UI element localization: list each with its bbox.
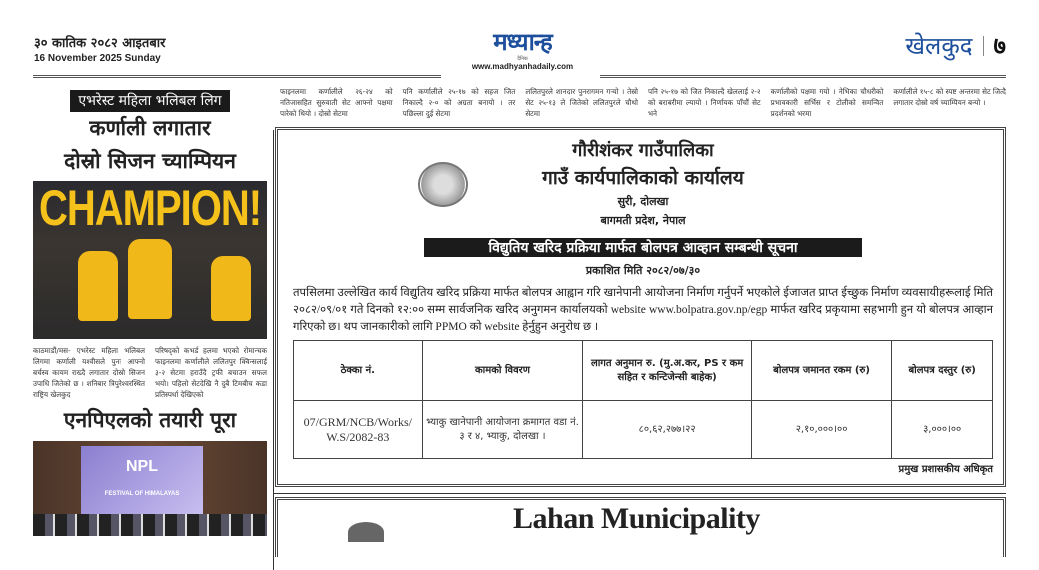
article-continued-col6: कर्णालीले १५-८ को स्पष्ट अन्तरमा सेट जित्दै लगातार दोस्रो वर्ष च्याम्पियन बन्यो । xyxy=(893,87,1006,107)
article-kicker: एभरेस्ट महिला भलिबल लिग xyxy=(70,90,229,112)
nepal-emblem-icon xyxy=(418,162,468,207)
header-rule-left xyxy=(33,75,441,78)
header-bid-security: बोलपत्र जमानत रकम (रु) xyxy=(751,341,891,401)
logo-tagline: दैनिक xyxy=(517,56,528,62)
masthead xyxy=(460,28,585,72)
date-nepali: ३० कातिक २०८२ आइतबार xyxy=(34,36,166,51)
cell-contract-no: 07/GRM/NCB/Works/ W.S/2082-83 xyxy=(294,401,423,459)
article-continued-col1: फाइनलमा कर्णालीले २६-२४ को नतिजासहित सुरुवाती सेट आफ्नो पक्षमा पारेको थियो । दोस्रो सेटमा xyxy=(280,87,393,118)
article-continued xyxy=(275,86,1006,125)
article-body-col2: परिषद्को कभर्ड हलमा भएको रोमान्चक फाइनलमा कर्णालीले ललितपुर क्विन्सलाई ३-२ सेटमा हराउँदै ट्रफी बचाउन सफल भयो। पहिलो सेटदेखि नै दुबै टिमबीच कडा प्रतिस्पर्धा देखिएको xyxy=(155,346,267,399)
article-continued-col3: ललितपुरले शानदार पुनरागमन गर्‍यो । तेस्रो सेट २५-१३ ले जितेको ललितपुरले चौथो सेटमा xyxy=(525,87,638,118)
tender-notice-box xyxy=(275,127,1006,487)
npl-logo-text: NPL xyxy=(126,458,158,475)
section-title: खेलकुद xyxy=(905,32,973,60)
article-body xyxy=(33,345,267,400)
header-rule-right xyxy=(600,75,1006,78)
notice-org: गौरीशंकर गाउँपालिका xyxy=(572,140,714,161)
npl-press-photo xyxy=(33,441,267,536)
lahan-notice-title: Lahan Municipality xyxy=(513,502,760,535)
header-description: कामको विवरण xyxy=(422,341,583,401)
cell-bid-fee: ३,०००।०० xyxy=(892,401,993,459)
article-body-col1: काठमाडौं/मस- एभरेस्ट महिला भलिबल लिगमा कर्णाली यश्वीसले पुनः आफ्नो बर्चस्व कायम राख्दै लगातार दोस्रो सिजन उपाधि जितेको छ । शनिबार त्रिपुरेश्वरस्थित राष्ट्रिय खेलकुद xyxy=(33,346,145,399)
cell-bid-security: २,१०,०००।०० xyxy=(751,401,891,459)
column-rule xyxy=(273,130,274,570)
table-row xyxy=(294,401,993,459)
table-header-row xyxy=(294,341,993,401)
volleyball-photo xyxy=(33,181,267,339)
header-contract-no: ठेक्का नं. xyxy=(294,341,423,401)
cell-description: भ्याकु खानेपानी आयोजना क्रमागत वडा नं. ३ र ४, भ्याकु, दोलखा । xyxy=(422,401,583,459)
website-url: www.madhyanhadaily.com xyxy=(471,62,574,71)
header-bid-fee: बोलपत्र दस्तुर (रु) xyxy=(892,341,993,401)
headline-line1: कर्णाली लगातार xyxy=(89,116,211,140)
header-cost-estimate: लागत अनुमान रु. (मु.अ.कर, PS र कम सहित र कन्टिजेन्सी बाहेक) xyxy=(583,341,751,401)
date-english: 16 November 2025 Sunday xyxy=(34,53,161,64)
headline-line2: दोस्रो सिजन च्याम्पियन xyxy=(64,149,236,173)
notice-address2: बागमती प्रदेश, नेपाल xyxy=(600,214,686,227)
left-column xyxy=(33,90,267,536)
article-continued-col5: कर्णालीको पक्षमा गयो । नेभिका चौधरीको प्रभावकारी सर्भिस र टोलीको समन्वित प्रदर्शनको भरमा xyxy=(770,87,884,118)
notice-published-date: प्रकाशित मिति २०८२/०७/३० xyxy=(585,264,701,277)
notice-signature: प्रमुख प्रशासकीय अधिकृत xyxy=(898,464,993,475)
article-continued-col4: पनि २५-१७ को जित निकाल्दै खेललाई २-२ को बराबरीमा ल्यायो । निर्णायक पाँचौं सेट भने xyxy=(647,87,761,118)
article-continued-col2: पनि कर्णालीले २५-१७ को सहज जित निकाल्दै २-० को अग्रता बनायो । तर पछिल्ला दुई सेटमा xyxy=(402,87,516,118)
notice-address1: सुरी, दोलखा xyxy=(617,195,669,208)
page-number: ७ xyxy=(993,32,1006,60)
divider xyxy=(983,36,984,56)
newspaper-logo: मध्यान्ह xyxy=(493,28,552,56)
notice-office: गाउँ कार्यपालिकाको कार्यालय xyxy=(542,167,744,189)
section-header xyxy=(905,28,1006,64)
headline-npl: एनपिएलको तयारी पूरा xyxy=(63,408,237,432)
right-column xyxy=(275,86,1006,557)
notice-paragraph: तपसिलमा उल्लेखित कार्य विद्युतिय खरिद प्रक्रिया मार्फत बोलपत्र आह्वान गरि खानेपानी आयोजना निर्माण गर्नुपर्ने भएकोले ईजाजत प्राप्त ईच्छुक निर्माण व्यवसायीहरूलाई मिति २०८२/०९/०१ गते दिनको १२:०० सम्म सार्वजनिक खरिद अनुगमन कार्यालयको website www.bolpatra.gov.np/egp मार्फत खरिद प्रकृयामा सहभागी हुन यो बोलपत्र आव्हान गरिएको छ। थप जानकारीको लागि PPMO को website हेर्नुहुन अनुरोध छ । xyxy=(293,287,993,333)
notice-title: विद्युतिय खरिद प्रक्रिया मार्फत बोलपत्र आव्हान सम्बन्धी सूचना xyxy=(424,238,862,257)
cell-cost-estimate: ८०,६२,२७७।२२ xyxy=(583,401,751,459)
divider xyxy=(273,493,1006,494)
photo-caption-text: CHAMPION! xyxy=(39,181,262,236)
npl-caption: FESTIVAL OF HIMALAYAS xyxy=(104,491,180,497)
tender-table xyxy=(293,340,993,459)
nepal-emblem-icon xyxy=(348,522,384,542)
lahan-notice-box xyxy=(275,497,1006,557)
